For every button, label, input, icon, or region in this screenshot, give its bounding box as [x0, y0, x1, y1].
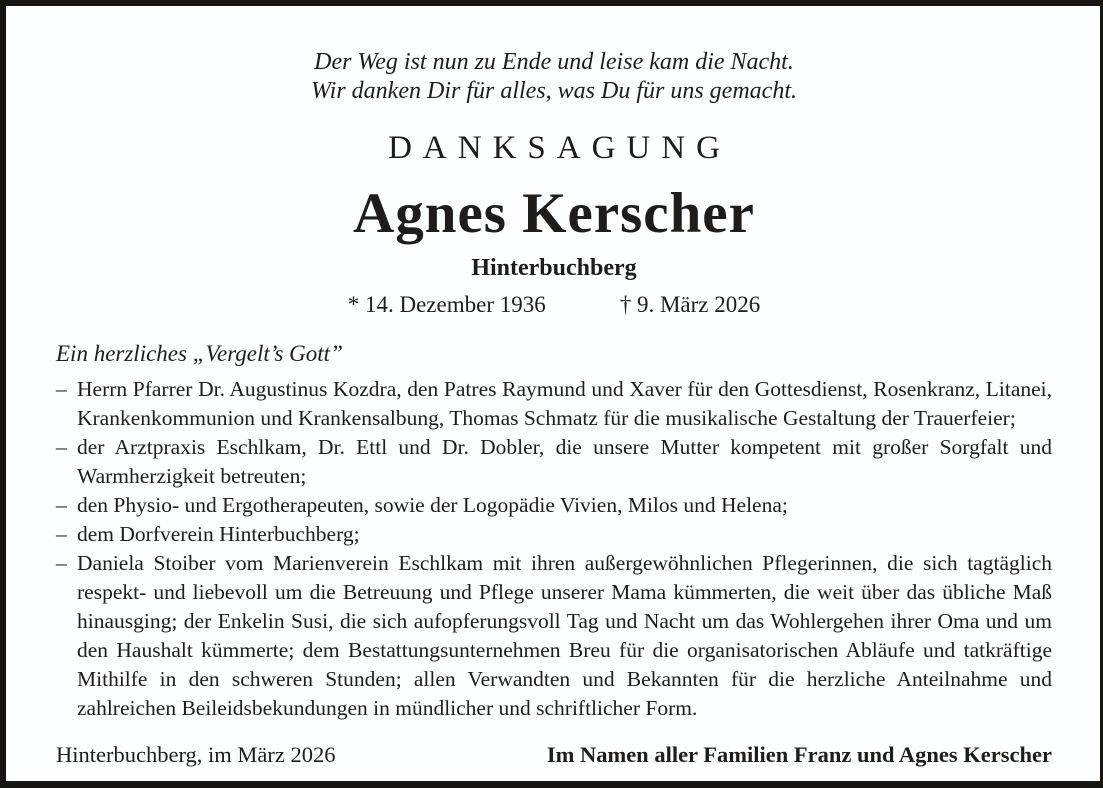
dash-bullet: –: [56, 522, 67, 546]
footer-place-date: Hinterbuchberg, im März 2026: [56, 742, 336, 767]
notice-footer: [56, 744, 1052, 767]
dash-bullet: –: [56, 551, 67, 575]
life-dates: [56, 293, 1052, 316]
thanks-item: [56, 549, 1052, 723]
thanks-item-text: Herrn Pfarrer Dr. Augustinus Kozdra, den Patres Raymund und Xaver für den Gottesdienst, Rosenkranz, Litanei, Krankenkommunion und Krankensalbung, Thomas Schmatz für die musikalische Gestaltung der Trauerfeier;: [77, 377, 1052, 430]
thanks-item-text: Daniela Stoiber vom Marienverein Eschlkam mit ihren außergewöhnlichen Pflegerinnen, die sich tagtäglich respekt- und liebevoll um die Betreuung und Pflege unserer Mama kümmerten, die weit über das übliche Maß hinausging; der Enkelin Susi, die sich aufopferungsvoll Tag und Nacht um das Wohlergehen ihrer Oma und um den Haushalt kümmerte; dem Bestattungsunternehmen Breu für die organisatorischen Abläufe und tatkräftige Mithilfe in den schweren Stunden; allen Verwandten und Bekannten für die herzliche Anteilnahme und zahlreichen Beileidsbekundungen in mündlicher und schriftlicher Form.: [77, 551, 1052, 720]
footer-signature: Im Namen aller Familien Franz und Agnes Kerscher: [546, 742, 1052, 767]
memorial-verse: [56, 48, 1052, 106]
thanks-item: [56, 375, 1052, 433]
thanks-item: [56, 433, 1052, 491]
thanks-list: [56, 375, 1052, 723]
verse-line-2: Wir danken Dir für alles, was Du für uns gemacht.: [311, 78, 797, 104]
thanks-item-text: der Arztpraxis Eschlkam, Dr. Ettl und Dr. Dobler, die unsere Mutter kompetent mit großer Sorgfalt und Warmherzigkeit betreuten;: [77, 435, 1052, 488]
notice-type-heading: DANKSAGUNG: [388, 130, 731, 166]
thanks-intro: Ein herzliches „Vergelt’s Gott”: [56, 341, 343, 366]
thanks-item-text: den Physio- und Ergotherapeuten, sowie der Logopädie Vivien, Milos und Helena;: [77, 493, 788, 517]
death-date: † 9. März 2026: [619, 292, 761, 317]
dash-bullet: –: [56, 493, 67, 517]
thanks-item: [56, 520, 1052, 549]
deceased-name: Agnes Kerscher: [353, 182, 755, 245]
thanks-item-text: dem Dorfverein Hinterbuchberg;: [77, 522, 360, 546]
verse-line-1: Der Weg ist nun zu Ende und leise kam die Nacht.: [314, 49, 794, 75]
dash-bullet: –: [56, 435, 67, 459]
residence: Hinterbuchberg: [471, 255, 637, 281]
thanks-item: [56, 491, 1052, 520]
dash-bullet: –: [56, 377, 67, 401]
birth-date: * 14. Dezember 1936: [347, 292, 546, 317]
